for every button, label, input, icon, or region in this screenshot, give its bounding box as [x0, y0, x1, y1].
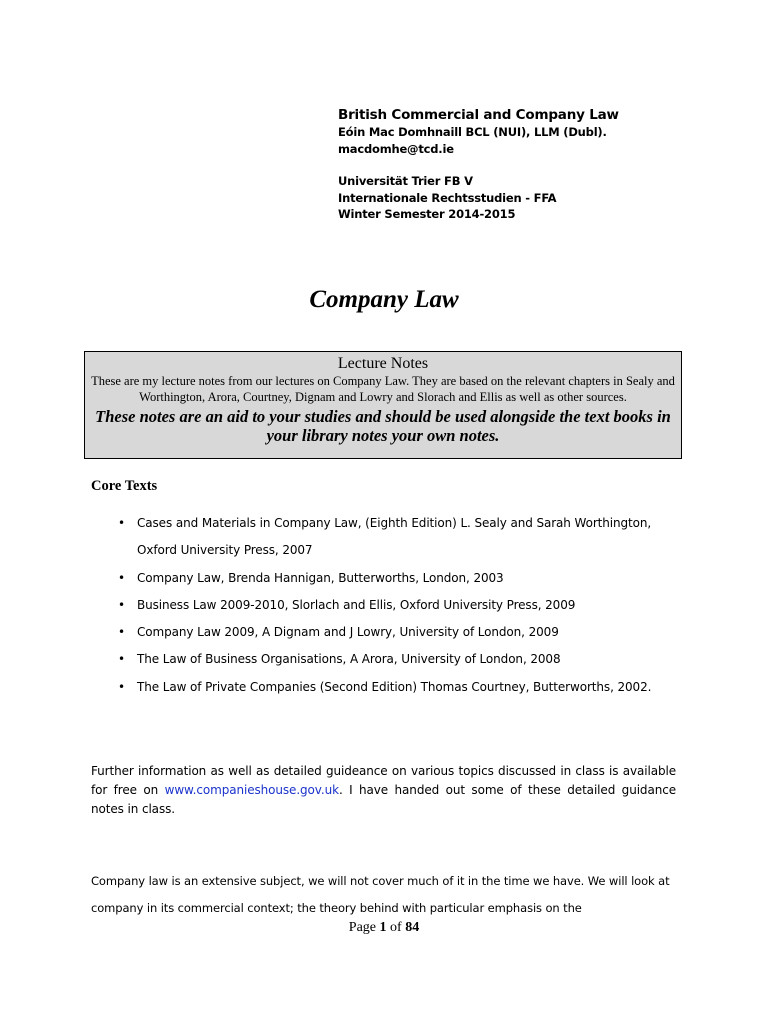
university-name: Universität Trier FB V: [338, 174, 473, 188]
lecture-notes-description: These are my lecture notes from our lectures on Company Law. They are based on the relevant chapters in Sealy and Worthington, Arora, Courtney, Dignam and Lowry and Slorach and Ellis as well as other sources.: [91, 374, 675, 404]
list-item: [118, 619, 678, 646]
page-label: Page: [348, 920, 377, 935]
list-item: [118, 510, 678, 565]
list-item: [118, 592, 678, 619]
companies-house-link[interactable]: www.companieshouse.gov.uk: [164, 783, 339, 797]
list-item-text: Company Law, Brenda Hannigan, Butterworths, London, 2003: [137, 570, 504, 585]
semester-label: Winter Semester 2014-2015: [338, 207, 516, 221]
list-item: [118, 646, 678, 673]
program-name: Internationale Rechtsstudien - FFA: [338, 190, 557, 205]
bullet-icon: •: [118, 679, 125, 694]
page-current: 1: [379, 920, 387, 935]
intro-paragraph: Company law is an extensive subject, we will not cover much of it in the time we have. We will look at company in its commercial context; the theory behind with particular emphasis on the: [91, 874, 670, 915]
lecture-notes-emphasis: These notes are an aid to your studies and should be used alongside the text books in your library notes your own notes.: [95, 407, 671, 445]
lecturer-email: macdomhe@tcd.ie: [338, 141, 454, 156]
lecture-notes-heading: Lecture Notes: [337, 355, 429, 372]
further-info-text-end: . I have handed out some of these detailed guidance notes in class.: [91, 783, 676, 816]
lecture-notes-box: [84, 351, 682, 459]
bullet-icon: •: [118, 652, 125, 667]
bullet-icon: •: [118, 516, 125, 530]
document-header: [338, 106, 738, 223]
list-item-text: Business Law 2009-2010, Slorlach and Ellis, Oxford University Press, 2009: [137, 597, 576, 612]
list-item-text: The Law of Private Companies (Second Edition) Thomas Courtney, Butterworths, 2002.: [137, 679, 652, 694]
document-title: Company Law: [309, 286, 459, 313]
page-total: 84: [405, 920, 420, 935]
list-item-text: Company Law 2009, A Dignam and J Lowry, University of London, 2009: [137, 625, 559, 640]
bullet-icon: •: [118, 570, 125, 585]
core-texts-heading: Core Texts: [91, 478, 158, 494]
further-info-text-start: Further information as well as detailed guideance on various topics discussed in class is available for free on: [91, 764, 676, 797]
bullet-icon: •: [118, 625, 125, 640]
bullet-icon: •: [118, 597, 125, 612]
page-of: of: [390, 920, 402, 935]
course-title: British Commercial and Company Law: [338, 107, 619, 123]
lecturer-name: Eóin Mac Domhnaill BCL (NUI), LLM (Dubl).: [338, 125, 607, 139]
list-item-text: Cases and Materials in Company Law, (Eighth Edition) L. Sealy and Sarah Worthington, Oxford University Press, 2007: [137, 516, 652, 558]
list-item: [118, 674, 678, 701]
list-item: [118, 565, 678, 592]
list-item-text: The Law of Business Organisations, A Arora, University of London, 2008: [137, 652, 561, 667]
header-spacer: [338, 157, 738, 173]
core-texts-list: [118, 510, 678, 701]
page-number: [0, 919, 768, 937]
further-info-paragraph: [91, 762, 676, 819]
